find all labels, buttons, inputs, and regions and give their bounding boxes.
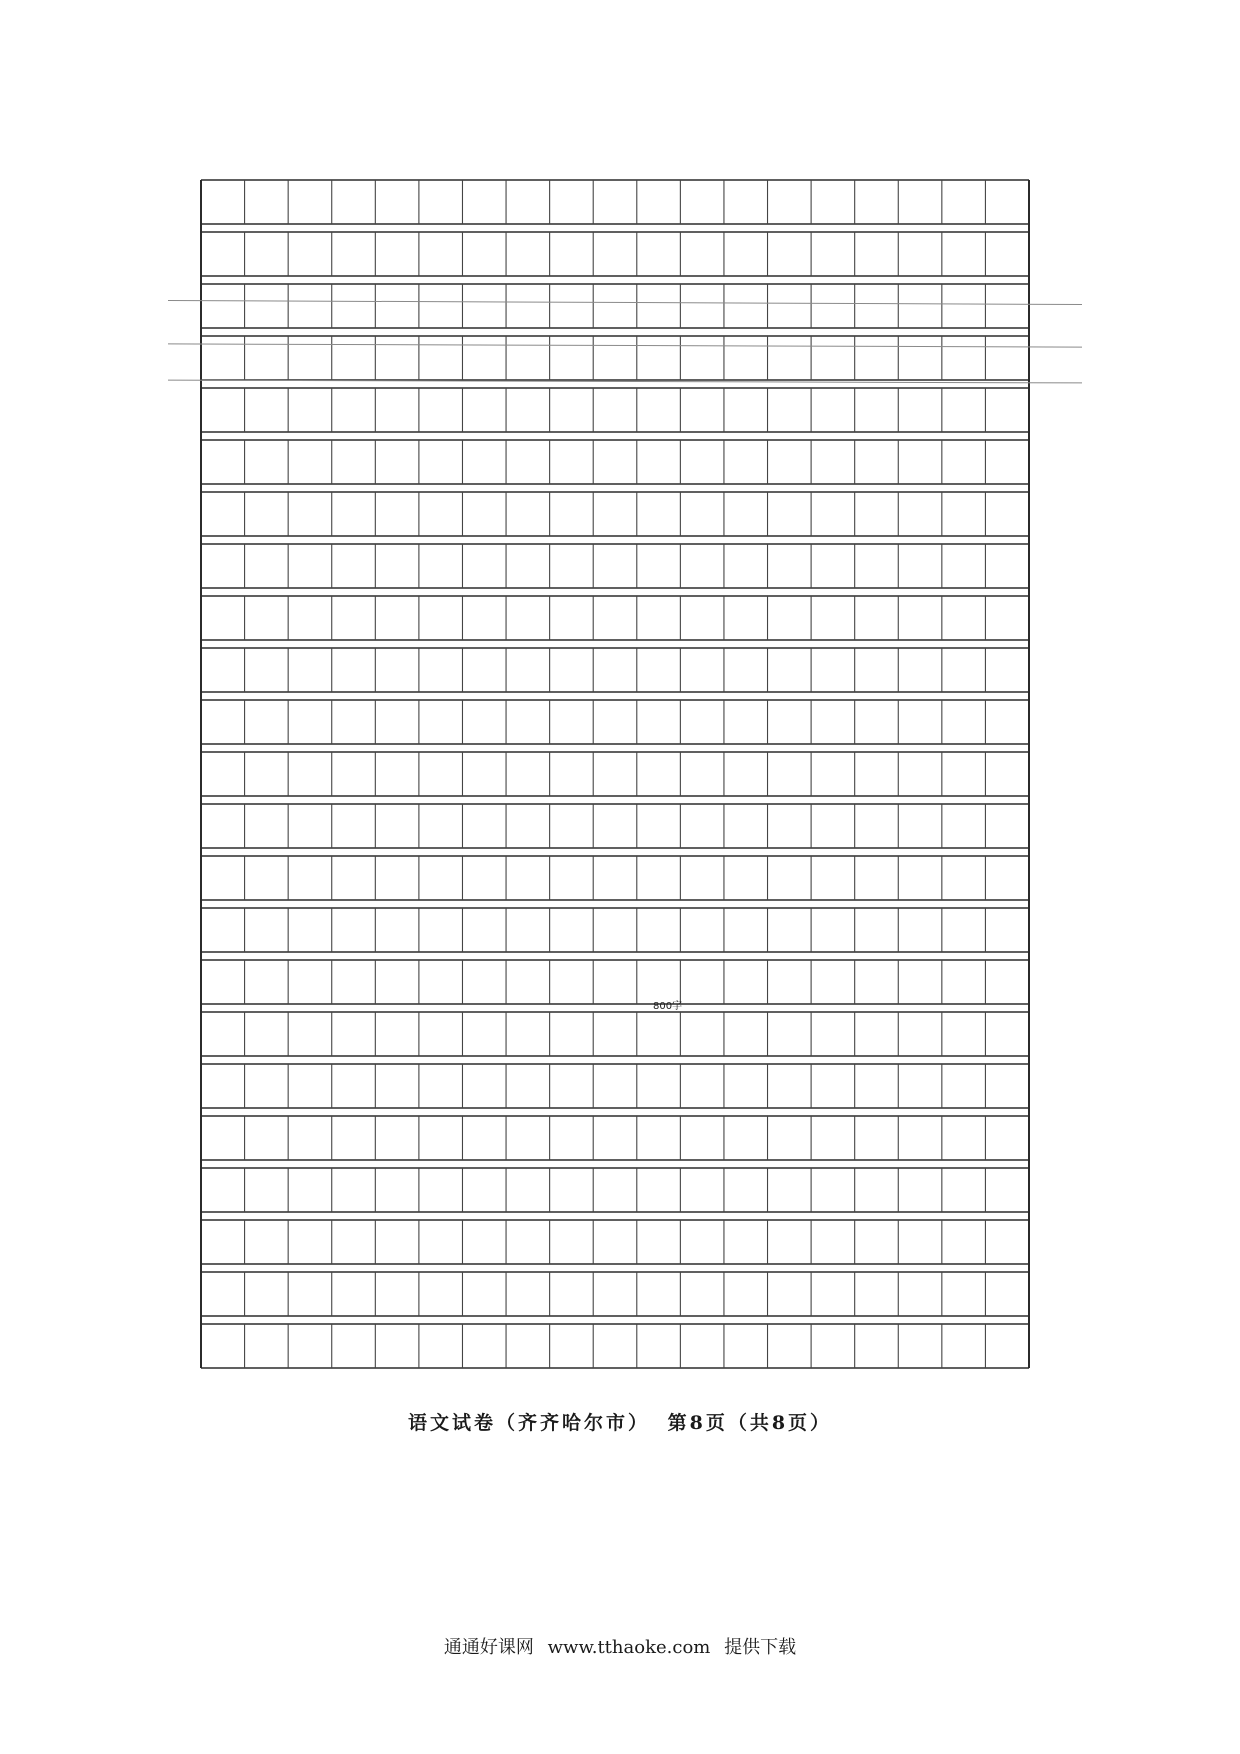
page-footer bbox=[0, 1408, 1240, 1435]
download-credit bbox=[0, 1633, 1240, 1659]
site-name: 通通好课网 bbox=[443, 1637, 534, 1658]
site-url: www.tthaoke.com bbox=[547, 1637, 711, 1658]
credit-note: 提供下载 bbox=[724, 1637, 797, 1658]
word-count-mark: 800字 bbox=[653, 1001, 683, 1012]
exam-title: 语文试卷（齐齐哈尔市） bbox=[407, 1412, 650, 1434]
page-number: 第8页（共8页） bbox=[667, 1412, 833, 1434]
